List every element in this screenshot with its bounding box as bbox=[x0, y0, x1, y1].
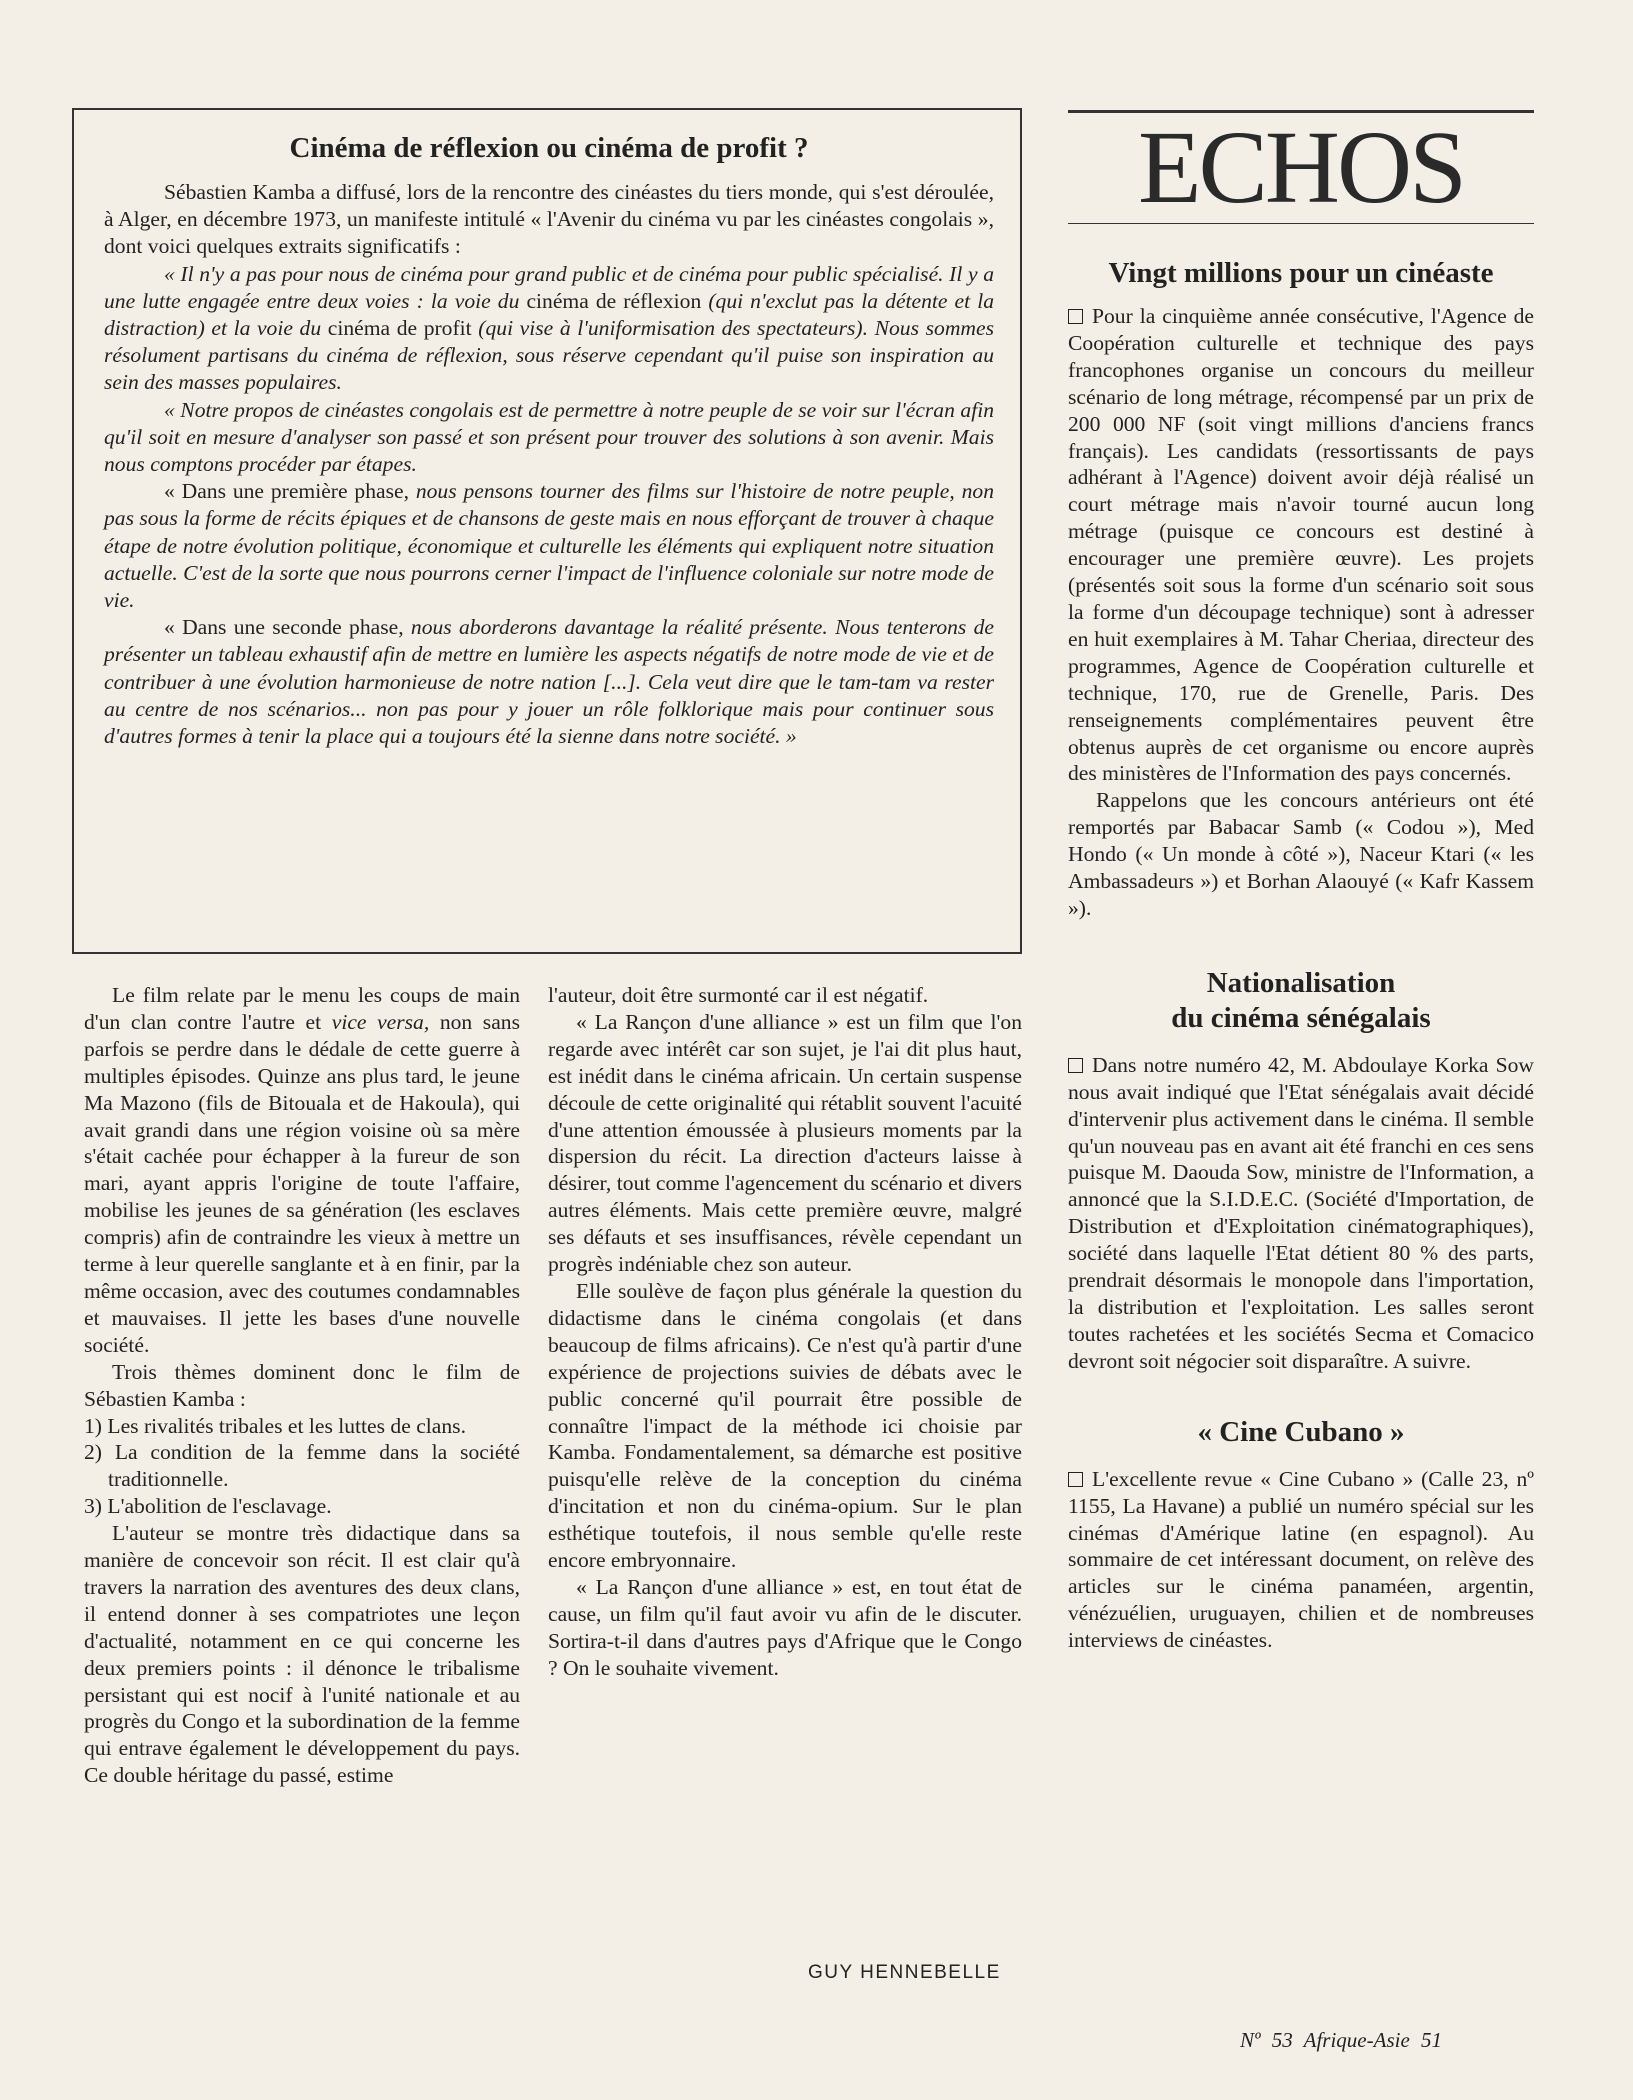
column-2-paragraph-4: « La Rançon d'une alliance » est, en tout état de cause, un film qu'il faut avoir vu afin de le discuter. Sortira-t-il dans d'autres pays d'Afrique que le Congo ? On le souhaite vivement. bbox=[548, 1574, 1022, 1680]
square-bullet-icon bbox=[1068, 1472, 1083, 1487]
echo-3-paragraph-1: L'excellente revue « Cine Cubano » (Calle 23, nº 1155, La Havane) a publié un numéro spécial sur les cinémas d'Amérique latine (en espagnol). Au sommaire de cet intéressant document, on relève des articles sur le cinéma panaméen, argentin, vénézuélien, uruguayen, chilien et de nombreuses interviews de cinéastes. bbox=[1068, 1466, 1534, 1653]
boxed-paragraph-quote-4: « Dans une seconde phase, nous aborderons davantage la réalité présente. Nous tenterons de présenter un tableau exhaustif afin de mettre en lumière les aspects négatifs de notre mode de vie et de contribuer à une évolution harmonieuse de notre nation [...]. Cela veut dire que le tam-tam va rester au centre de nos scénarios... non pas pour y jouer un rôle folklorique mais pour continuer sous d'autres formes à tenir la place qui a toujours été la sienne dans notre société. » bbox=[104, 615, 994, 749]
echos-heading: ECHOS bbox=[1138, 110, 1464, 225]
boxed-paragraph-quote-3: « Dans une première phase, nous pensons tourner des films sur l'histoire de notre peuple, non pas sous la forme de récits épiques et de chansons de geste mais en nous efforçant de trouver à chaque étape de notre évolution politique, économique et culturelle les éléments qui expliquent notre situation actuelle. C'est de la sorte que nous pourrons cerner l'impact de l'influence coloniale sur notre mode de vie. bbox=[104, 479, 994, 613]
echo-3-title: « Cine Cubano » bbox=[1197, 1415, 1405, 1448]
boxed-article-title: Cinéma de réflexion ou cinéma de profit ? bbox=[289, 132, 809, 164]
echo-1-paragraph-2: Rappelons que les concours antérieurs ont été remportés par Babacar Samb (« Codou »), Med Hondo (« Un monde à côté »), Naceur Ktari (« les Ambassadeurs ») et Borhan Alaouyé (« Kafr Kassem »). bbox=[1068, 788, 1534, 920]
boxed-article bbox=[72, 108, 1022, 954]
column-2-paragraph-1: l'auteur, doit être surmonté car il est négatif. bbox=[548, 983, 929, 1007]
boxed-paragraph-intro: Sébastien Kamba a diffusé, lors de la rencontre des cinéastes du tiers monde, qui s'est déroulée, à Alger, en décembre 1973, un manifeste intitulé « l'Avenir du cinéma vu par les cinéastes congolais », dont voici quelques extraits significatifs : bbox=[104, 180, 994, 259]
echo-2-body bbox=[1068, 1052, 1534, 1375]
square-bullet-icon bbox=[1068, 309, 1083, 324]
echos-column bbox=[1068, 110, 1534, 1654]
list-item: 2) La condition de la femme dans la société traditionnelle. bbox=[84, 1440, 520, 1492]
list-item: 3) L'abolition de l'esclavage. bbox=[84, 1494, 332, 1519]
echo-1-body bbox=[1068, 303, 1534, 922]
boxed-paragraph-quote-1: « Il n'y a pas pour nous de cinéma pour grand public et de cinéma pour public spécialisé. Il y a une lutte engagée entre deux voies : la voie du cinéma de réflexion (qui n'exclut pas la détente et la distraction) et la voie du cinéma de profit (qui vise à l'uniformisation des spectateurs). Nous sommes résolument partisans du cinéma de réflexion, sous réserve cependant qu'il puise son inspiration au sein des masses populaires. bbox=[104, 261, 995, 395]
article-column-2 bbox=[548, 982, 1022, 1682]
article-column-1 bbox=[84, 982, 520, 1789]
boxed-paragraph-quote-2: « Notre propos de cinéastes congolais est de permettre à notre peuple de se voir sur l'écran afin qu'il soit en mesure d'analyser son passé et son présent pour trouver des solutions à son avenir. Mais nous comptons procéder par étapes. bbox=[104, 397, 994, 477]
column-1-paragraph-3: L'auteur se montre très didactique dans sa manière de concevoir son récit. Il est clair qu'à travers la narration des aventures des deux clans, il entend donner à ses compatriotes une leçon d'actualité, notamment en ce qui concerne les deux premiers points : il dénonce le tribalisme persistant qui est nocif à l'unité nationale et au progrès du Congo et la subordination de la femme qui entrave également le développement du pays. Ce double héritage du passé, estime bbox=[84, 1521, 520, 1788]
column-1-paragraph-1: Le film relate par le menu les coups de main d'un clan contre l'autre et vice versa, non sans parfois se perdre dans le dédale de cette guerre à multiples épisodes. Quinze ans plus tard, le jeune Ma Mazono (fils de Bitouala et de Hakoula), qui avait grandi dans une région voisine où sa mère s'était cachée pour échapper à la fureur de son mari, ayant appris l'origine de toute l'affaire, mobilise les jeunes de sa génération (les esclaves compris) afin de contraindre les vieux à mettre un terme à leur querelle sanglante et à en finir, par la même occasion, avec des coutumes condamnables et mauvaises. Il jette les bases d'une nouvelle société. bbox=[84, 983, 520, 1357]
square-bullet-icon bbox=[1068, 1058, 1083, 1073]
list-item: 1) Les rivalités tribales et les luttes de clans. bbox=[84, 1413, 466, 1438]
echo-2-title-line-2: du cinéma sénégalais bbox=[1171, 1001, 1431, 1034]
author-signature: GUY HENNEBELLE bbox=[808, 1962, 1001, 1983]
themes-list bbox=[84, 1413, 520, 1521]
echo-1-paragraph-1: Pour la cinquième année consécutive, l'Agence de Coopération culturelle et technique des pays francophones organise un concours du meilleur scénario de long métrage, récompensé par un prix de 200 000 NF (soit vingt millions d'anciens francs français). Les candidats (ressortissants de pays adhérant à l'Agence) doivent avoir déjà réalisé un court métrage mais n'avoir tourné aucun long métrage (puisque ce concours est destiné à encourager une première œuvre). Les projets (présentés soit sous la forme d'un scénario soit sous la forme d'un découpage technique) sont à adresser en huit exemplaires à M. Tahar Cheriaa, directeur des programmes, Agence de Coopération culturelle et technique, 170, rue de Grenelle, Paris. Des renseignements complémentaires peuvent être obtenus auprès de cet organisme ou encore auprès des ministères de l'Information des pays concernés. bbox=[1068, 304, 1534, 786]
echo-2-title-line-1: Nationalisation bbox=[1206, 966, 1396, 999]
boxed-article-body bbox=[104, 179, 994, 750]
echo-3-body bbox=[1068, 1466, 1534, 1654]
column-2-paragraph-3: Elle soulève de façon plus générale la question du didactisme dans le cinéma congolais (et dans beaucoup de films africains). Ce n'est qu'à partir d'une expérience de projections suivies de débats avec le public concerné qu'il pourrait être possible de connaître l'impact de la méthode ici choisie par Kamba. Fondamentalement, sa démarche est positive puisqu'elle relève de la conception du cinéma d'incitation et non du cinéma-opium. Sur le plan esthétique toutefois, il nous semble qu'elle reste encore embryonnaire. bbox=[548, 1278, 1022, 1573]
page-footer: Nº 53 Afrique-Asie 51 bbox=[1240, 2028, 1443, 2052]
column-2-paragraph-2: « La Rançon d'une alliance » est un film que l'on regarde avec intérêt car son sujet, je l'ai dit plus haut, est inédit dans le cinéma africain. Un certain suspense découle de cette originalité qui rétablit souvent l'acuité d'une attention émoussée à plusieurs moments par la dispersion du récit. La direction d'acteurs laisse à désirer, tout comme l'agencement du scénario et divers autres éléments. Mais cette première œuvre, malgré ses défauts et ses insuffisances, révèle cependant un progrès indéniable chez son auteur. bbox=[548, 1009, 1022, 1277]
column-1-paragraph-2: Trois thèmes dominent donc le film de Sébastien Kamba : bbox=[84, 1359, 520, 1411]
echo-2-paragraph-1: Dans notre numéro 42, M. Abdoulaye Korka Sow nous avait indiqué que l'Etat sénégalais avait décidé d'intervenir plus activement dans le cinéma. Il semble qu'un nouveau pas en avant ait été franchi en ces sens puisque M. Daouda Sow, ministre de l'Information, a annoncé que la S.I.D.E.C. (Société d'Importation, de Distribution et d'Exploitation cinématographiques), société dans laquelle l'Etat détient 80 % des parts, prendrait désormais le monopole dans l'importation, la distribution et l'exploitation. Les salles seront toutes rachetées et les sociétés Secma et Comacico devront soit négocier soit disparaître. A suivre. bbox=[1068, 1052, 1534, 1373]
echo-1-title: Vingt millions pour un cinéaste bbox=[1108, 257, 1494, 289]
